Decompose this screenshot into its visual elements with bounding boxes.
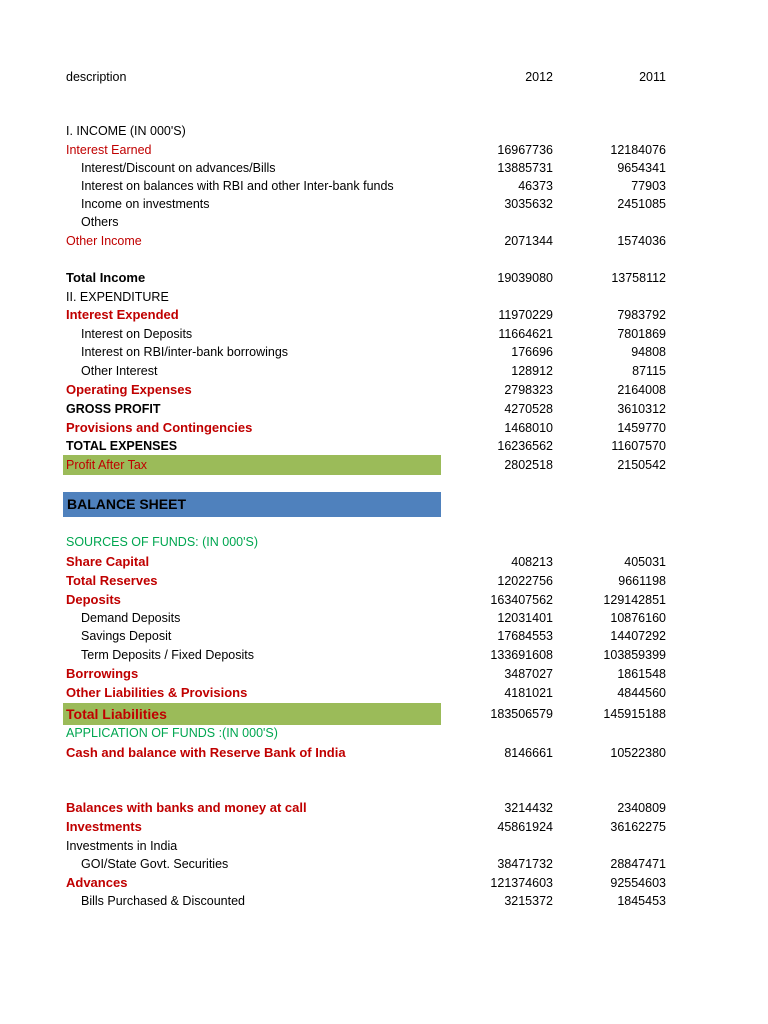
value-2011: 145915188 (603, 707, 666, 721)
value-2012: 2798323 (504, 383, 553, 397)
row-label: Total Income (66, 270, 146, 285)
value-2012: 13885731 (497, 161, 553, 175)
value-2011: 2150542 (617, 458, 666, 472)
sources-title: SOURCES OF FUNDS: (IN 000'S) (66, 535, 258, 549)
value-2011: 14407292 (610, 629, 666, 643)
value-2011: 10876160 (610, 611, 666, 625)
value-2011: 9654341 (617, 161, 666, 175)
value-2011: 3610312 (617, 402, 666, 416)
row-label: Cash and balance with Reserve Bank of India (66, 745, 346, 760)
value-2012: 38471732 (497, 857, 553, 871)
row-label: Term Deposits / Fixed Deposits (81, 648, 254, 662)
value-2012: 11970229 (498, 308, 553, 322)
value-2012: 46373 (518, 179, 553, 193)
value-2011: 87115 (632, 364, 666, 378)
value-2011: 9661198 (618, 574, 666, 588)
value-2012: 163407562 (490, 593, 553, 607)
row-label: Interest on RBI/inter-bank borrowings (81, 345, 289, 359)
balance-sheet-title: BALANCE SHEET (67, 496, 187, 512)
year-2012-header: 2012 (525, 70, 553, 84)
value-2011: 94808 (631, 345, 666, 359)
row-label: Interest on Deposits (81, 327, 193, 341)
value-2012: 1468010 (504, 421, 553, 435)
value-2012: 16967736 (497, 143, 553, 157)
value-2011: 7801869 (617, 327, 666, 341)
value-2011: 405031 (624, 555, 666, 569)
value-2012: 408213 (511, 555, 553, 569)
value-2011: 36162275 (610, 820, 666, 834)
row-label: Other Liabilities & Provisions (66, 685, 248, 700)
row-label: Interest Earned (66, 143, 152, 157)
row-label: Demand Deposits (81, 611, 181, 625)
value-2011: 2451085 (617, 197, 666, 211)
value-2011: 1845453 (617, 894, 666, 908)
row-label: Savings Deposit (81, 629, 172, 643)
row-label: Others (81, 215, 119, 229)
row-label: Borrowings (66, 666, 139, 681)
row-label: Balances with banks and money at call (66, 800, 307, 815)
row-label: Operating Expenses (66, 382, 192, 397)
row-label: Investments in India (66, 839, 178, 853)
row-label: Total Liabilities (66, 706, 167, 722)
value-2012: 45861924 (497, 820, 553, 834)
value-2012: 3215372 (504, 894, 553, 908)
row-label: Interest Expended (66, 307, 179, 322)
value-2012: 176696 (511, 345, 553, 359)
value-2011: 1574036 (617, 234, 666, 248)
value-2011: 10522380 (610, 746, 666, 760)
value-2011: 12184076 (610, 143, 666, 157)
value-2011: 4844560 (617, 686, 666, 700)
value-2011: 92554603 (610, 876, 666, 890)
value-2012: 12022756 (497, 574, 553, 588)
row-label: Profit After Tax (66, 458, 148, 472)
row-label: Share Capital (66, 554, 150, 569)
value-2011: 77903 (631, 179, 666, 193)
value-2012: 16236562 (497, 439, 553, 453)
value-2012: 3214432 (504, 801, 553, 815)
value-2012: 11664621 (498, 327, 553, 341)
row-label: Investments (66, 819, 142, 834)
value-2011: 13758112 (611, 271, 666, 285)
row-label: GROSS PROFIT (66, 402, 161, 416)
value-2012: 4181021 (504, 686, 553, 700)
value-2012: 133691608 (490, 648, 553, 662)
value-2012: 3035632 (504, 197, 553, 211)
value-2011: 11607570 (611, 439, 666, 453)
value-2011: 103859399 (603, 648, 666, 662)
row-label: Total Reserves (66, 573, 158, 588)
year-2011-header: 2011 (639, 70, 666, 84)
value-2012: 8146661 (504, 746, 553, 760)
row-label: Other Income (66, 234, 142, 248)
value-2011: 1459770 (617, 421, 666, 435)
income-title: I. INCOME (IN 000'S) (66, 124, 186, 138)
value-2012: 2071344 (504, 234, 553, 248)
row-label: TOTAL EXPENSES (66, 439, 178, 453)
value-2011: 7983792 (617, 308, 666, 322)
value-2012: 128912 (511, 364, 553, 378)
row-label: Income on investments (81, 197, 210, 211)
value-2012: 121374603 (490, 876, 553, 890)
row-label: Other Interest (81, 364, 158, 378)
description-header: description (66, 70, 127, 84)
value-2012: 12031401 (497, 611, 553, 625)
value-2012: 2802518 (504, 458, 553, 472)
value-2011: 2340809 (617, 801, 666, 815)
value-2012: 4270528 (504, 402, 553, 416)
value-2011: 1861548 (617, 667, 666, 681)
row-label: GOI/State Govt. Securities (81, 857, 229, 871)
value-2011: 129142851 (603, 593, 666, 607)
row-label: Bills Purchased & Discounted (81, 894, 245, 908)
value-2011: 28847471 (610, 857, 666, 871)
row-label: Provisions and Contingencies (66, 420, 253, 435)
row-label: Deposits (66, 592, 121, 607)
value-2011: 2164008 (617, 383, 666, 397)
value-2012: 19039080 (497, 271, 553, 285)
row-label: Interest/Discount on advances/Bills (81, 161, 276, 175)
value-2012: 3487027 (504, 667, 553, 681)
value-2012: 17684553 (497, 629, 553, 643)
expenditure-title: II. EXPENDITURE (66, 290, 169, 304)
row-label: Advances (66, 875, 128, 890)
value-2012: 183506579 (490, 707, 553, 721)
row-label: Interest on balances with RBI and other Inter-bank funds (81, 179, 394, 193)
application-title: APPLICATION OF FUNDS :(IN 000'S) (66, 726, 278, 740)
